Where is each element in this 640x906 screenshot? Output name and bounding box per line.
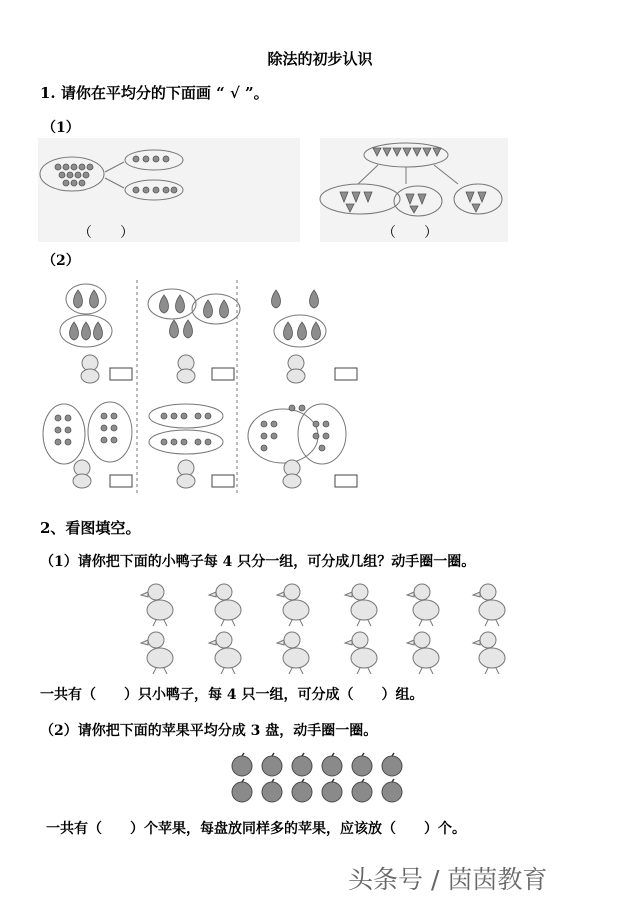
page-title: 除法的初步认识 xyxy=(267,50,373,68)
part2-label: （2） xyxy=(42,253,80,269)
q2-answer[interactable]: 一共有（ ）个苹果，每盘放同样多的苹果，应该放（ ）个。 xyxy=(46,821,466,837)
answer-box[interactable] xyxy=(335,475,357,487)
duck-icon xyxy=(141,584,505,674)
answer-box[interactable] xyxy=(212,368,234,380)
q2-text: （2）请你把下面的苹果平均分成 3 盘，动手圈一圈。 xyxy=(40,723,378,739)
teddy-bear-icon xyxy=(73,460,301,488)
answer-box[interactable] xyxy=(110,475,132,487)
apple-icon xyxy=(232,756,402,802)
answer-box[interactable] xyxy=(110,368,132,380)
apples-figure xyxy=(226,752,416,806)
section2-heading: 2、看图填空。 xyxy=(40,519,141,537)
pear-icon xyxy=(60,284,326,347)
part1-label: （1） xyxy=(42,120,80,136)
q1-answer[interactable]: 一共有（ ）只小鸭子，每 4 只一组，可分成（ ）组。 xyxy=(40,687,424,703)
watermark: 头条号 / 茵茵教育 xyxy=(348,865,548,894)
ducks-figure xyxy=(132,578,508,674)
section1-heading: 1. 请你在平均分的下面画 “ √ ”。 xyxy=(40,84,269,102)
answer-box[interactable] xyxy=(335,368,357,380)
answer-box[interactable] xyxy=(212,475,234,487)
part1-blank-right[interactable]: （ ） xyxy=(382,225,438,241)
q1-text: （1）请你把下面的小鸭子每 4 只分一组，可分成几组？动手圈一圈。 xyxy=(40,554,476,570)
part1-blank-left[interactable]: （ ） xyxy=(78,225,134,241)
part2-figure xyxy=(38,276,368,498)
